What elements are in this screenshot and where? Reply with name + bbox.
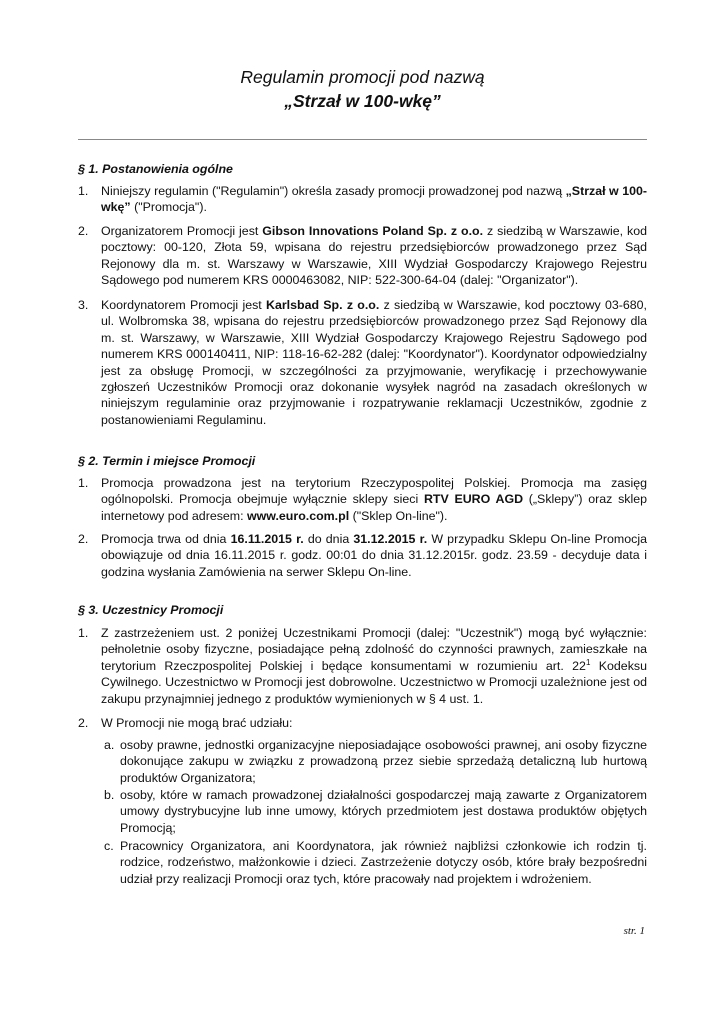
subitem-letter: b. <box>104 788 115 802</box>
section-1-item-3 <box>78 297 647 428</box>
section-2-item-1 <box>78 475 647 524</box>
item-text: Niniejszy regulamin ("Regulamin") określa zasady promocji prowadzonej pod nazwą „Strzał w 100-wkę” ("Promocja"). <box>101 184 647 215</box>
item-number: 2. <box>78 532 89 546</box>
item-number: 2. <box>78 224 89 238</box>
subitem-letter: a. <box>104 738 115 752</box>
section-2-item-2 <box>78 531 647 580</box>
item-number: 1. <box>78 476 89 490</box>
subitem-text: Pracownicy Organizatora, ani Koordynatora, jak również najbliżsi członkowie ich rodzin tj. rodzice, rodzeństwo, małżonkowie i dzieci. Zastrzeżenie dotyczy osób, które brały bezpośredni udział przy realizacji Promocji oraz tych, które pracowały nad projektem i wdrożeniem. <box>120 839 647 886</box>
item-text: Organizatorem Promocji jest Gibson Innovations Poland Sp. z o.o. z siedzibą w Warszawie, kod pocztowy: 00-120, Złota 59, wpisana do rejestru przedsiębiorców prowadzonego przez Sąd Rejonowy dla m. st. Warszawy w Warszawie, XIII Wydział Gospodarczy Krajowego Rejestru Sądowego pod numerem KRS 0000463082, NIP: 522-300-64-04 (dalej: "Organizator"). <box>101 224 647 288</box>
section-2-heading: § 2. Termin i miejsce Promocji <box>78 454 256 468</box>
section-3-subitem-c <box>104 838 647 887</box>
item-text: Promocja trwa od dnia 16.11.2015 r. do dnia 31.12.2015 r. W przypadku Sklepu On-line Promocja obowiązuje od dnia 16.11.2015 r. godz. 00:01 do dnia 31.12.2015r. godz. 23.59 - decyduje data i godzina wysłania Zamówienia na serwer Sklepu On-line. <box>101 532 647 579</box>
item-text: Koordynatorem Promocji jest Karlsbad Sp. z o.o. z siedzibą w Warszawie, kod pocztowy 03-680, ul. Wolbromska 38, wpisana do rejestru przedsiębiorców prowadzonego przez Sąd Rejonowy dla m. st. Warszawy, w Warszawie, XIII Wydział Gospodarczy Krajowego Rejestru Sądowego pod numerem KRS 000140411, NIP: 118-16-62-282 (dalej: "Koordynator"). Koordynator odpowiedzialny jest za obsługę Promocji, w szczególności za przyjmowanie, weryfikację i przechowywanie zgłoszeń Uczestników Promocji oraz dokonanie wysyłek nagród na zasadach określonych w niniejszym regulaminie oraz przyjmowanie i rozpatrywanie reklamacji Uczestników, zgodnie z postanowieniami Regulaminu. <box>101 298 647 427</box>
item-number: 2. <box>78 716 89 730</box>
item-text: Z zastrzeżeniem ust. 2 poniżej Uczestnikami Promocji (dalej: "Uczestnik") mogą być wyłącznie: pełnoletnie osoby fizyczne, posiadające pełną zdolność do czynności prawnych, zamieszkałe na terytorium Rzeczpospolitej Polskiej i będące konsumentami w rozumieniu art. $22^1$ Kodeksu Cywilnego. Uczestnictwo w Promocji jest dobrowolne. Uczestnictwo w Promocji uzależnione jest od zakupu przynajmniej jednego z produktów wymienionych w § 4 ust. 1. <box>101 626 647 706</box>
section-1-item-1 <box>78 183 647 216</box>
item-number: 1. <box>78 626 89 640</box>
page-number: str. 1 <box>623 925 645 937</box>
item-text: Promocja prowadzona jest na terytorium Rzeczypospolitej Polskiej. Promocja ma zasięg ogólnopolski. Promocja obejmuje wyłącznie sklepy sieci RTV EURO AGD („Sklepy”) oraz sklep internetowy pod adresem: www.euro.com.pl ("Sklep On-line"). <box>101 476 647 523</box>
section-3-item-2 <box>78 715 647 731</box>
item-number: 3. <box>78 298 89 312</box>
section-3-heading: § 3. Uczestnicy Promocji <box>78 603 224 617</box>
document-title: Regulamin promocji pod nazwą <box>240 67 485 87</box>
section-1-item-2 <box>78 223 647 289</box>
title-divider <box>78 139 647 140</box>
section-3-subitem-a <box>104 737 647 786</box>
item-text: W Promocji nie mogą brać udziału: <box>101 716 293 730</box>
subitem-text: osoby prawne, jednostki organizacyjne nieposiadające osobowości prawnej, ani osoby fizyczne dokonujące zakupu w związku z prowadzoną przez siebie sprzedażą detaliczną lub hurtową produktów Organizatora; <box>120 738 647 785</box>
subitem-letter: c. <box>104 839 114 853</box>
item-number: 1. <box>78 184 89 198</box>
section-3-item-1 <box>78 625 647 707</box>
subitem-text: osoby, które w ramach prowadzonej działalności gospodarczej mają zawarte z Organizatorem umowy dystrybucyjne lub inne umowy, których przedmiotem jest dostawa produktów objętych Promocją; <box>120 788 647 835</box>
promotion-name: „Strzał w 100-wkę” <box>284 91 441 111</box>
section-3-subitem-b <box>104 787 647 836</box>
section-1-heading: § 1. Postanowienia ogólne <box>78 162 233 176</box>
